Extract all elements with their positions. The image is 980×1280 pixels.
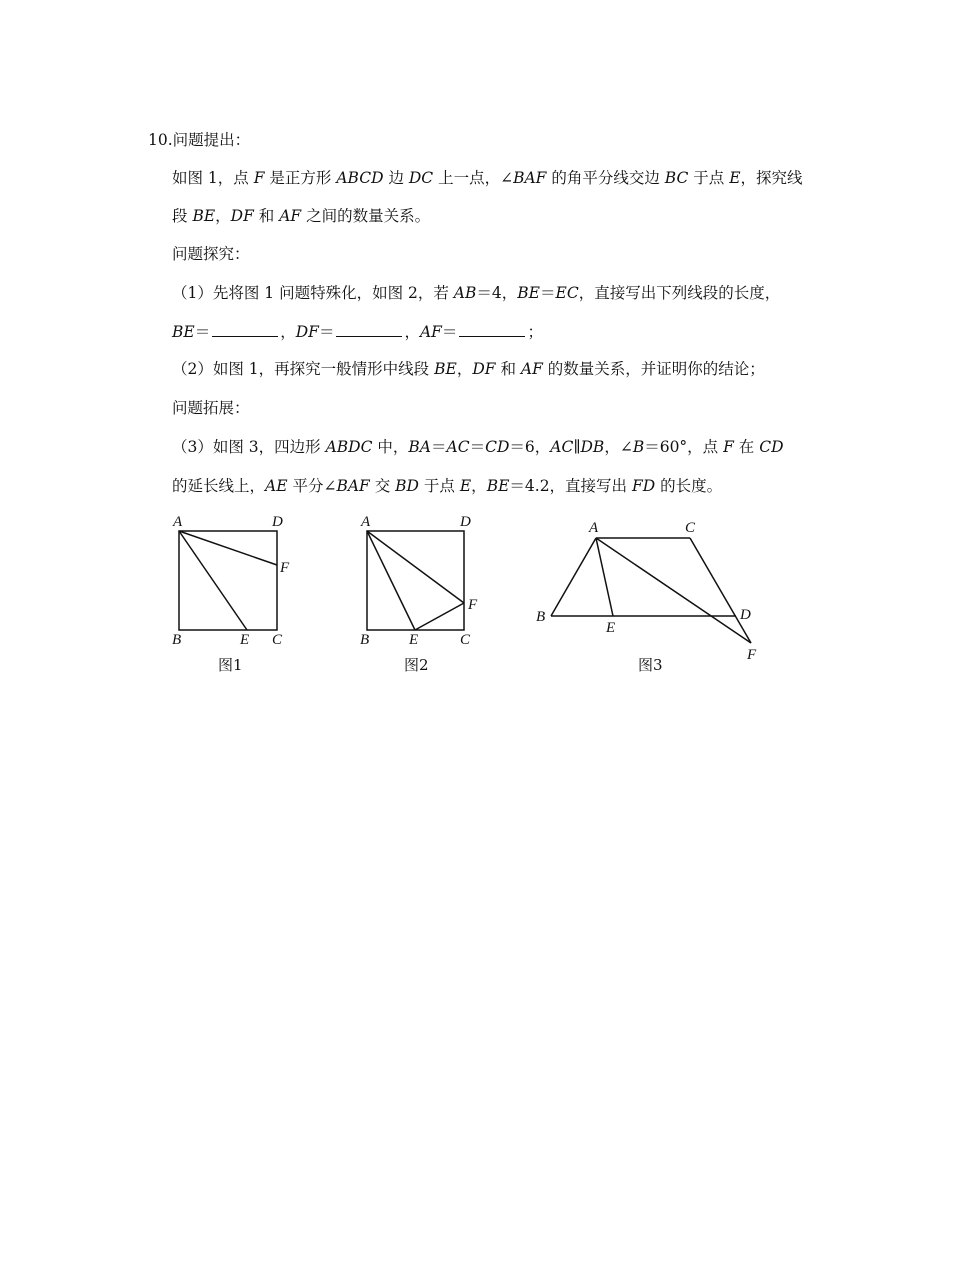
fig3-label-d: D (740, 607, 751, 623)
fig2-square (367, 531, 464, 630)
fig1-label-f: F (280, 560, 290, 576)
fig1-label-b: B (172, 632, 182, 648)
fig3-label-f: F (747, 647, 757, 663)
fig3-segment-ae (596, 538, 613, 616)
figure-1 (179, 531, 277, 630)
fig3-segment-ab (551, 538, 596, 616)
fig2-label-c: C (460, 632, 471, 648)
fig3-label-a: A (589, 520, 599, 536)
fig3-segment-af (596, 538, 751, 643)
figure-2 (367, 531, 464, 630)
question-3-line-2: 的延长线上，AE 平分∠BAF 交 BD 于点 E，BE＝4.2，直接写出 FD 的长度。 (172, 477, 723, 495)
fig2-caption: 图2 (404, 656, 429, 674)
fig3-segment-cf (690, 538, 751, 643)
fig2-segment-ae (367, 531, 415, 630)
fig3-label-b: B (536, 609, 546, 625)
fig2-label-b: B (360, 632, 370, 648)
fig1-square (179, 531, 277, 630)
fig1-caption: 图1 (218, 656, 243, 674)
extend-heading: 问题拓展： (172, 399, 250, 417)
figure-3 (551, 538, 751, 643)
intro-line-1: 如图 1，点 F 是正方形 ABCD 边 DC 上一点，∠BAF 的角平分线交边 BC 于点 E，探究线 (172, 169, 803, 187)
fig1-label-d: D (272, 514, 283, 530)
fig2-segment-af (367, 531, 464, 603)
fig2-label-a: A (361, 514, 371, 530)
fig1-label-c: C (272, 632, 283, 648)
question-3-line-1: （3）如图 3，四边形 ABDC 中，BA＝AC＝CD＝6，AC∥DB，∠B＝60°，点 F 在 CD (172, 438, 784, 456)
fig1-label-a: A (173, 514, 183, 530)
fig3-caption: 图3 (638, 656, 663, 674)
fig3-label-c: C (685, 520, 696, 536)
explore-heading: 问题探究： (172, 245, 250, 263)
question-1-line-2: BE＝ ，DF＝ ，AF＝ ； (172, 323, 543, 341)
fig2-segment-ef (415, 603, 464, 630)
fig2-label-e: E (409, 632, 419, 648)
fig3-label-e: E (606, 620, 616, 636)
fig1-segment-ae (179, 531, 247, 630)
problem-number-title: 10.问题提出： (148, 131, 251, 149)
fig2-label-d: D (460, 514, 471, 530)
fig2-label-f: F (468, 597, 478, 613)
question-2: （2）如图 1，再探究一般情形中线段 BE，DF 和 AF 的数量关系，并证明你的结论； (172, 360, 765, 378)
intro-line-2: 段 BE，DF 和 AF 之间的数量关系。 (172, 207, 431, 225)
fig1-segment-af (179, 531, 277, 565)
question-1-line-1: （1）先将图 1 问题特殊化，如图 2，若 AB＝4，BE＝EC，直接写出下列线段的长度， (172, 284, 781, 302)
fig1-label-e: E (240, 632, 250, 648)
